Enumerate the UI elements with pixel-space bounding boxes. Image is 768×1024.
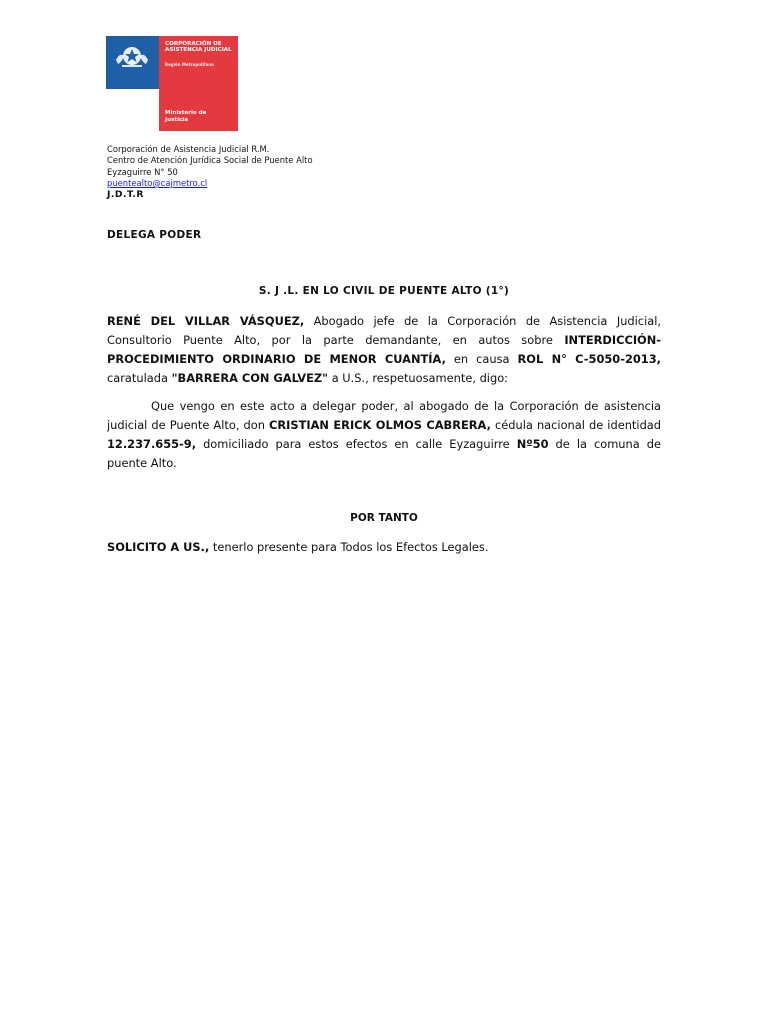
email-link[interactable]: puentealto@cajmetro.cl [107,177,208,188]
por-tanto-heading: POR TANTO [350,512,418,524]
delegation-text-2: cédula nacional de identidad [490,418,662,432]
institution-logo [106,36,238,131]
delegate-rut: 12.237.655-9, [107,437,197,451]
paragraph-delegation [107,397,661,473]
paragraph-request [107,538,661,557]
logo-region: Región Metropolitana [165,62,214,67]
logo-org-name: CORPORACIÓN DE ASISTENCIA JUDICIAL [165,41,232,54]
paragraph-intro [107,312,661,388]
attorney-name: RENÉ DEL VILLAR VÁSQUEZ, [107,314,305,328]
matter: INTERDICCIÓN-PROCEDIMIENTO ORDINARIO DE MENOR CUANTÍA, [107,333,661,366]
header-jdtr: J.D.T.R [107,189,144,201]
coat-of-arms-icon [112,42,152,70]
header-line-3: Eyzaguirre N° 50 [107,166,178,177]
intro-text-3: caratulada [107,371,172,385]
delegation-text-1: Que vengo en este acto a delegar poder, al abogado de la Corporación de asistencia judicial de Puente Alto, don [107,399,661,432]
intro-text-1: Abogado jefe de la Corporación de Asistencia Judicial, Consultorio Puente Alto, por la parte demandante, en autos sobre [107,314,662,347]
case-caratula: "BARRERA CON GALVEZ" [171,371,329,385]
logo-red-block [159,36,238,131]
request-lead: SOLICITO A US., [107,540,210,554]
document-title: DELEGA PODER [107,229,202,241]
office-header [107,144,313,200]
court-heading: S. J .L. EN LO CIVIL DE PUENTE ALTO (1°) [258,285,510,297]
delegation-text-3: domiciliado para estos efectos en calle Eyzaguirre [196,437,517,451]
logo-ministry: Ministerio de Justicia [165,110,207,123]
intro-text-4: a U.S., respetuosamente, digo: [328,371,509,385]
intro-text-2: en causa [445,352,518,366]
logo-blue-block [106,36,159,89]
delegation-text-4: de la comuna de puente Alto. [107,437,661,470]
delegate-lawyer-name: CRISTIAN ERICK OLMOS CABRERA, [269,418,491,432]
header-line-2: Centro de Atención Jurídica Social de Puente Alto [107,155,313,166]
logo-white-block [106,89,159,131]
case-rol: ROL N° C-5050-2013, [517,352,661,366]
header-line-1: Corporación de Asistencia Judicial R.M. [107,144,270,154]
address-number: Nº50 [516,437,549,451]
request-text: tenerlo presente para Todos los Efectos Legales. [209,540,489,554]
logo-flag [106,36,159,131]
